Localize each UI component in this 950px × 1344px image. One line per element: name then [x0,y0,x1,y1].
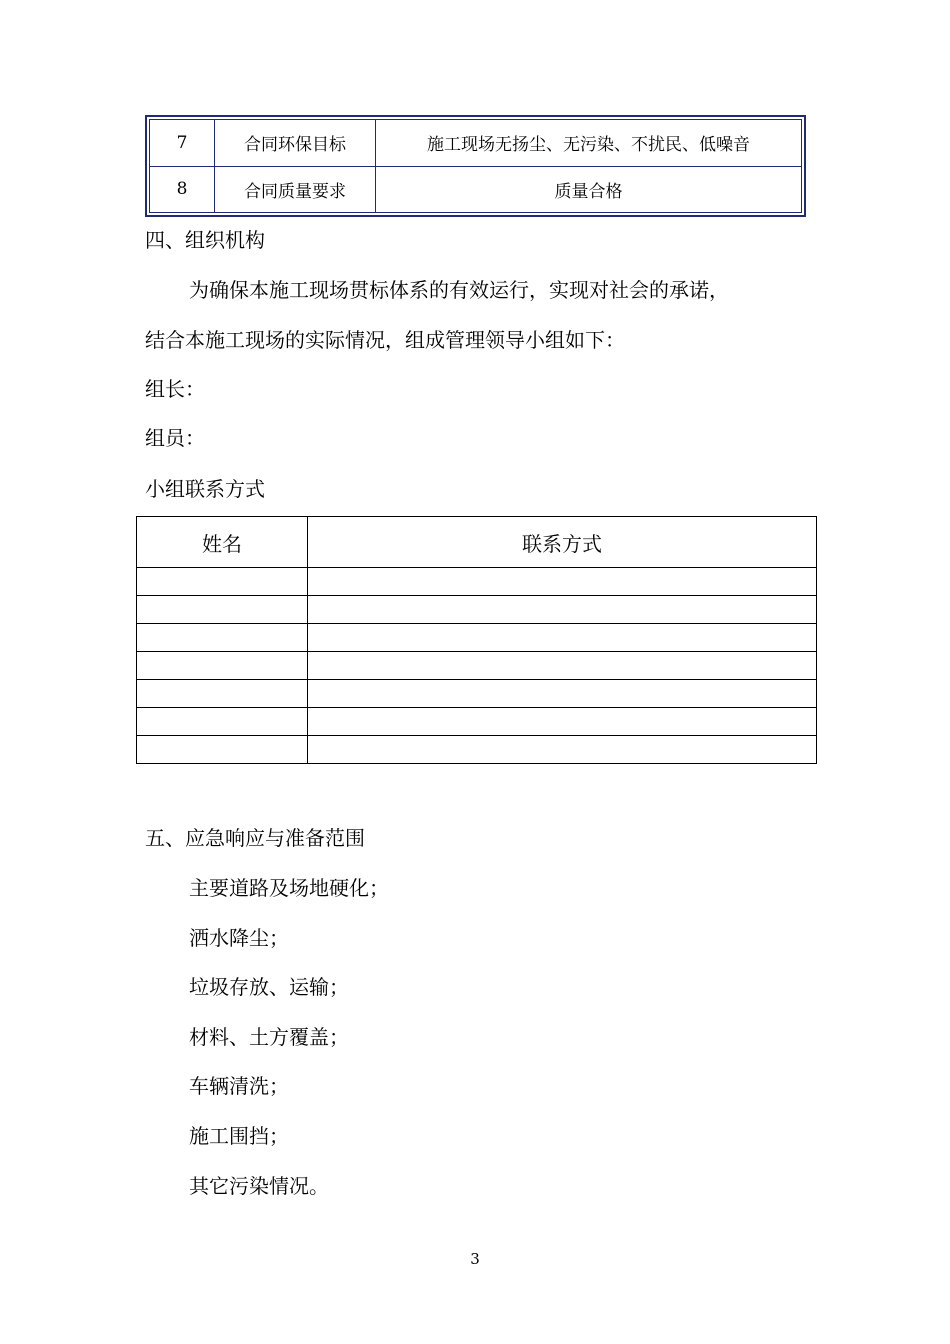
page-number: 3 [470,1250,480,1268]
table-row [137,680,817,708]
contact-cell [308,708,817,736]
name-cell [137,596,308,624]
list-item: 主要道路及场地硬化； [189,876,389,900]
contract-goals-table [145,115,806,217]
table-row [150,166,802,213]
name-cell [137,708,308,736]
table-row [137,568,817,596]
column-header-name: 姓名 [137,517,308,568]
name-cell [137,736,308,764]
row-content: 质量合格 [376,166,802,213]
row-item: 合同环保目标 [215,120,376,167]
contact-cell [308,568,817,596]
paragraph-line-1: 为确保本施工现场贯标体系的有效运行，实现对社会的承诺， [189,278,729,302]
column-header-contact: 联系方式 [308,517,817,568]
contact-cell [308,680,817,708]
list-item: 其它污染情况。 [189,1174,329,1198]
section-4-heading: 四、组织机构 [145,228,265,252]
table-row [137,596,817,624]
contact-table-title: 小组联系方式 [145,477,265,501]
row-content: 施工现场无扬尘、无污染、不扰民、低噪音 [376,120,802,167]
name-cell [137,652,308,680]
row-number: 8 [150,166,215,213]
name-cell [137,624,308,652]
table-row [137,736,817,764]
contact-table [136,516,817,764]
list-item: 材料、土方覆盖； [189,1025,349,1049]
table-header-row [137,517,817,568]
table-row [137,624,817,652]
table-row [150,120,802,167]
row-number: 7 [150,120,215,167]
contact-cell [308,736,817,764]
row-item: 合同质量要求 [215,166,376,213]
list-item: 垃圾存放、运输； [189,975,349,999]
section-5-heading: 五、应急响应与准备范围 [145,826,365,850]
contact-cell [308,596,817,624]
contact-cell [308,652,817,680]
leader-label: 组长： [145,377,205,401]
table-row [137,708,817,736]
list-item: 施工围挡； [189,1124,289,1148]
list-item: 车辆清洗； [189,1074,289,1098]
name-cell [137,568,308,596]
name-cell [137,680,308,708]
paragraph-line-2: 结合本施工现场的实际情况，组成管理领导小组如下： [145,328,625,352]
contact-cell [308,624,817,652]
members-label: 组员： [145,426,205,450]
table-row [137,652,817,680]
list-item: 洒水降尘； [189,926,289,950]
